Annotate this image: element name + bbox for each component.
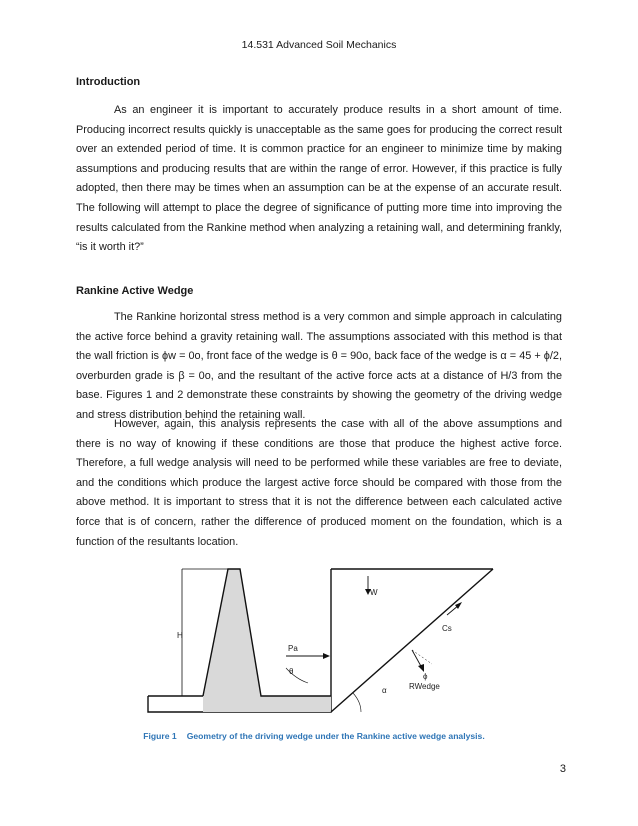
- page-number: 3: [559, 763, 566, 775]
- heading-rankine-active-wedge: Rankine Active Wedge: [76, 285, 194, 297]
- pa-arrow: [323, 653, 330, 659]
- alpha-arc: [353, 693, 361, 712]
- rwedge-arrow: [418, 664, 424, 672]
- caption-text: Geometry of the driving wedge under the Rankine active wedge analysis.: [186, 731, 485, 741]
- label-rwedge: RWedge: [409, 682, 440, 691]
- figure-caption: [0, 731, 638, 741]
- rankine-paragraph-1: The Rankine horizontal stress method is a very common and simple approach in calculating the active force behind a gravity retaining wall. The assumptions associated with this method is that the wall friction is ϕw = 0o, front face of the wedge is θ = 90o, back face of the wedge is α = 45 + ϕ/2, overburden grade is β = 0o, and the resultant of the active force acts at a distance of H/3 from the base. Figures 1 and 2 demonstrate these constraints by showing the geometry of the driving wedge and stress distribution behind the retaining wall.: [76, 311, 562, 421]
- intro-paragraph: As an engineer it is important to accurately produce results in a short amount of time. Producing incorrect results quickly is unacceptable as the same goes for producing the correct result over an extended period of time. It is common practice for an engineer to minimize time by making assumptions and producing results that are within the range of error. However, if this practice is fully adopted, then there may be times when an assumption can be at the expense of an accurate result. The following will attempt to place the degree of significance of putting more time into improving the results calculated from the Rankine method when analyzing a retaining wall, and determining frankly, “is it worth it?”: [76, 104, 562, 254]
- label-theta: θ: [289, 667, 294, 676]
- heading-introduction: Introduction: [76, 76, 141, 88]
- label-alpha: α: [382, 686, 387, 695]
- label-w: W: [370, 588, 378, 597]
- caption-number: Figure 1: [143, 731, 177, 741]
- running-header: 14.531 Advanced Soil Mechanics: [241, 39, 397, 51]
- label-cs: Cs: [442, 624, 452, 633]
- gravity-wall: [203, 569, 331, 712]
- label-phi: ϕ: [423, 672, 428, 681]
- label-pa: Pa: [288, 644, 298, 653]
- label-h: H: [177, 631, 183, 640]
- rankine-paragraph-2: However, again, this analysis represents the case with all of the above assumptions and there is no way of knowing if these conditions are those that produce the highest active force. Therefore, a full wedge analysis will need to be performed while these variables are free to deviate, and the conditions which produce the largest active force should be compared with those from the above method. It is important to stress that it is not the difference between each calculated active force that is of concern, rather the difference of produced moment on the foundation, which is a function of the resultants location.: [76, 418, 562, 548]
- figure-1-wedge-diagram: [146, 562, 498, 720]
